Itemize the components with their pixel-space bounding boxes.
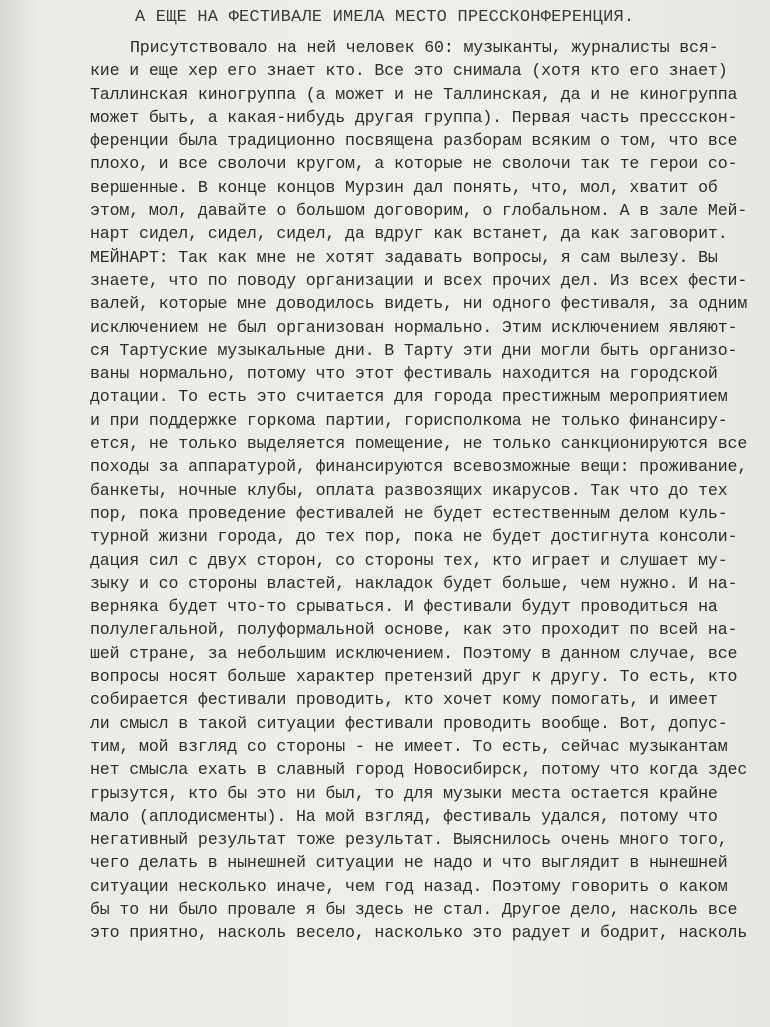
- text-line: нарт сидел, сидел, сидел, да вдруг как встанет, да как заговорит.: [90, 224, 728, 244]
- text-line: полулегальной, полуформальной основе, как это проходит по всей на-: [90, 620, 738, 640]
- text-line: дотации. То есть это считается для города престижным мероприятием: [90, 387, 728, 407]
- text-line: и при поддержке горкома партии, горисполкома не только финансиру-: [90, 410, 728, 430]
- text-line: шей стране, за небольшим исключением. Поэтому в данном случае, все: [90, 643, 738, 663]
- text-line: плохо, и все сволочи кругом, а которые не сволочи так те герои со-: [90, 154, 738, 174]
- text-line: ваны нормально, потому что этот фестиваль находится на городской: [90, 364, 718, 384]
- text-line: этом, мол, давайте о большом договорим, о глобальном. А в зале Мей-: [90, 201, 748, 221]
- text-line: походы за аппаратурой, финансируются всевозможные вещи: проживание,: [90, 457, 748, 477]
- text-line: негативный результат тоже результат. Выяснилось очень много того,: [90, 830, 728, 850]
- text-line: Таллинская киногруппа (а может и не Таллинская, да и не киногруппа: [90, 84, 738, 104]
- text-line: банкеты, ночные клубы, оплата развозящих икарусов. Так что до тех: [90, 480, 728, 500]
- text-line: ся Тартуские музыкальные дни. В Тарту эти дни могли быть организо-: [90, 340, 738, 360]
- text-line: тим, мой взгляд со стороны - не имеет. То есть, сейчас музыкантам: [90, 736, 728, 756]
- body-text: [90, 36, 760, 945]
- text-line: зыку и со стороны властей, накладок будет больше, чем нужно. И на-: [90, 573, 738, 593]
- text-line: собирается фестивали проводить, кто хочет кому помогать, и имеет: [90, 690, 718, 710]
- text-line: валей, которые мне доводилось видеть, ни одного фестиваля, за одним: [90, 294, 748, 314]
- text-line: мало (аплодисменты). На мой взгляд, фестиваль удался, потому что: [90, 806, 718, 826]
- text-line: дация сил с двух сторон, со стороны тех, кто играет и слушает му-: [90, 550, 728, 570]
- text-line: вершенные. В конце концов Мурзин дал понять, что, мол, хватит об: [90, 177, 718, 197]
- text-line: исключением не был организован нормально. Этим исключением являют-: [90, 317, 738, 337]
- text-line: знаете, что по поводу организации и всех прочих дел. Из всех фести-: [90, 270, 748, 290]
- text-line: турной жизни города, до тех пор, пока не будет достигнута консоли-: [90, 527, 738, 547]
- text-line: вопросы носят больше характер претензий друг к другу. То есть, кто: [90, 667, 738, 687]
- text-line: ситуации несколько иначе, чем год назад. Поэтому говорить о каком: [90, 876, 728, 896]
- text-line: ется, не только выделяется помещение, не только санкционируются все: [90, 434, 748, 454]
- text-line: может быть, а какая-нибудь другая группа). Первая часть прессскон-: [90, 107, 738, 127]
- text-line: нет смысла ехать в славный город Новосибирск, потому что когда здес: [90, 760, 748, 780]
- page-heading: А ЕЩЕ НА ФЕСТИВАЛЕ ИМЕЛА МЕСТО ПРЕССКОНФЕРЕНЦИЯ.: [135, 8, 635, 27]
- text-line: ли смысл в такой ситуации фестивали проводить вообще. Вот, допус-: [90, 713, 728, 733]
- text-line: это приятно, насколь весело, насколько это радует и бодрит, насколь: [90, 923, 748, 943]
- text-line: пор, пока проведение фестивалей не будет естественным делом куль-: [90, 503, 728, 523]
- text-line: Присутствовало на ней человек 60: музыканты, журналисты вся-: [130, 38, 719, 57]
- text-line: верняка будет что-то срываться. И фестивали будут проводиться на: [90, 597, 718, 617]
- text-line: МЕЙНАРТ: Так как мне не хотят задавать вопросы, я сам вылезу. Вы: [90, 247, 718, 267]
- text-line: ференции была традиционно посвящена разборам всяким о том, что все: [90, 131, 738, 151]
- text-line: кие и еще хер его знает кто. Все это снимала (хотя кто его знает): [90, 61, 728, 81]
- text-line: чего делать в нынешней ситуации не надо и что выглядит в нынешней: [90, 853, 728, 873]
- text-line: бы то ни было провале я бы здесь не стал. Другое дело, насколь все: [90, 899, 738, 919]
- text-line: грызутся, кто бы это ни был, то для музыки места остается крайне: [90, 783, 718, 803]
